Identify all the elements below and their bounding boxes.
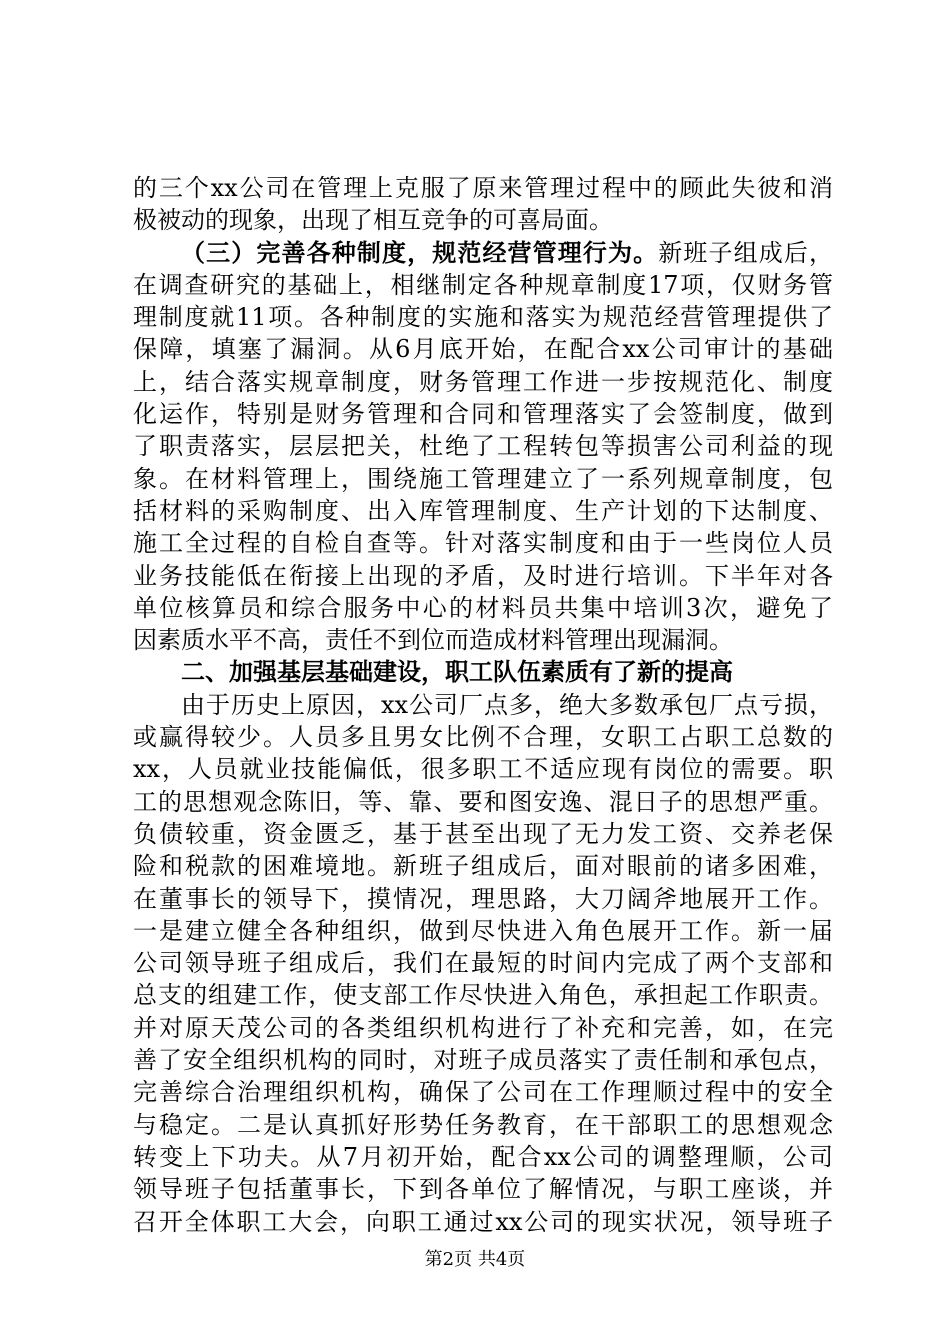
body-line: 善了安全组织机构的同时，对班子成员落实了责任制和承包点， — [133, 1046, 833, 1075]
body-line: 召开全体职工大会，向职工通过xx公司的现实状况，领导班子 — [133, 1207, 833, 1236]
body-line: 上，结合落实规章制度，财务管理工作进一步按规范化、制度 — [133, 367, 833, 396]
body-line: 了职责落实，层层把关，杜绝了工程转包等损害公司利益的现 — [133, 432, 833, 461]
section-heading: 二、加强基层基础建设，职工队伍素质有了新的提高 — [181, 658, 733, 687]
body-line: 完善综合治理组织机构，确保了公司在工作理顺过程中的安全 — [133, 1078, 833, 1107]
body-line: 括材料的采购制度、出入库管理制度、生产计划的下达制度、 — [133, 496, 833, 525]
body-line: 工的思想观念陈旧，等、靠、要和图安逸、混日子的思想严重。 — [133, 787, 833, 816]
body-line: 因素质水平不高，责任不到位而造成材料管理出现漏洞。 — [133, 626, 733, 655]
body-line: 理制度就11项。各种制度的实施和落实为规范经营管理提供了 — [133, 303, 833, 332]
body-line: 负债较重，资金匮乏，基于甚至出现了无力发工资、交养老保 — [133, 819, 833, 848]
body-line: 与稳定。二是认真抓好形势任务教育，在干部职工的思想观念 — [133, 1110, 833, 1139]
body-line: 施工全过程的自检自查等。针对落实制度和由于一些岗位人员 — [133, 529, 833, 558]
body-line: xx，人员就业技能偏低，很多职工不适应现有岗位的需要。职 — [133, 755, 833, 784]
subsection-heading: （三）完善各种制度，规范经营管理行为。 — [181, 238, 659, 267]
body-line: 业务技能低在衔接上出现的矛盾，及时进行培训。下半年对各 — [133, 561, 833, 590]
body-line: 在调查研究的基础上，相继制定各种规章制度17项，仅财务管 — [133, 270, 833, 299]
body-line: 转变上下功夫。从7月初开始，配合xx公司的调整理顺，公司 — [133, 1142, 833, 1171]
body-line: 保障，填塞了漏洞。从6月底开始，在配合xx公司审计的基础 — [133, 335, 833, 364]
body-line: 领导班子包括董事长，下到各单位了解情况，与职工座谈，并 — [133, 1175, 833, 1204]
body-line: 一是建立健全各种组织，做到尽快进入角色展开工作。新一届 — [133, 916, 833, 945]
body-line: 险和税款的困难境地。新班子组成后，面对眼前的诸多困难， — [133, 852, 833, 881]
document-body — [133, 172, 833, 1238]
page-footer — [0, 1245, 950, 1271]
body-line: 由于历史上原因，xx公司厂点多，绝大多数承包厂点亏损， — [181, 690, 833, 719]
body-line: 并对原天茂公司的各类组织机构进行了补充和完善，如，在完 — [133, 1013, 833, 1042]
body-line: 公司领导班子组成后，我们在最短的时间内完成了两个支部和 — [133, 949, 833, 978]
body-line: 化运作，特别是财务管理和合同和管理落实了会签制度，做到 — [133, 400, 833, 429]
body-line: 单位核算员和综合服务中心的材料员共集中培训3次，避免了 — [133, 593, 833, 622]
body-line: 在董事长的领导下，摸情况，理思路，大刀阔斧地展开工作。 — [133, 884, 833, 913]
page-number: 第2页 共4页 — [424, 1249, 526, 1270]
body-line: 的三个xx公司在管理上克服了原来管理过程中的顾此失彼和消 — [133, 174, 833, 202]
body-line-tail: 新班子组成后， — [658, 238, 834, 267]
body-line: 象。在材料管理上，围绕施工管理建立了一系列规章制度，包 — [133, 464, 833, 493]
subsection-heading-line — [133, 237, 833, 269]
body-line: 或赢得较少。人员多且男女比例不合理，女职工占职工总数的 — [133, 723, 833, 752]
body-line: 总支的组建工作，使支部工作尽快进入角色，承担起工作职责。 — [133, 981, 833, 1010]
body-line: 极被动的现象，出现了相互竞争的可喜局面。 — [133, 206, 613, 235]
